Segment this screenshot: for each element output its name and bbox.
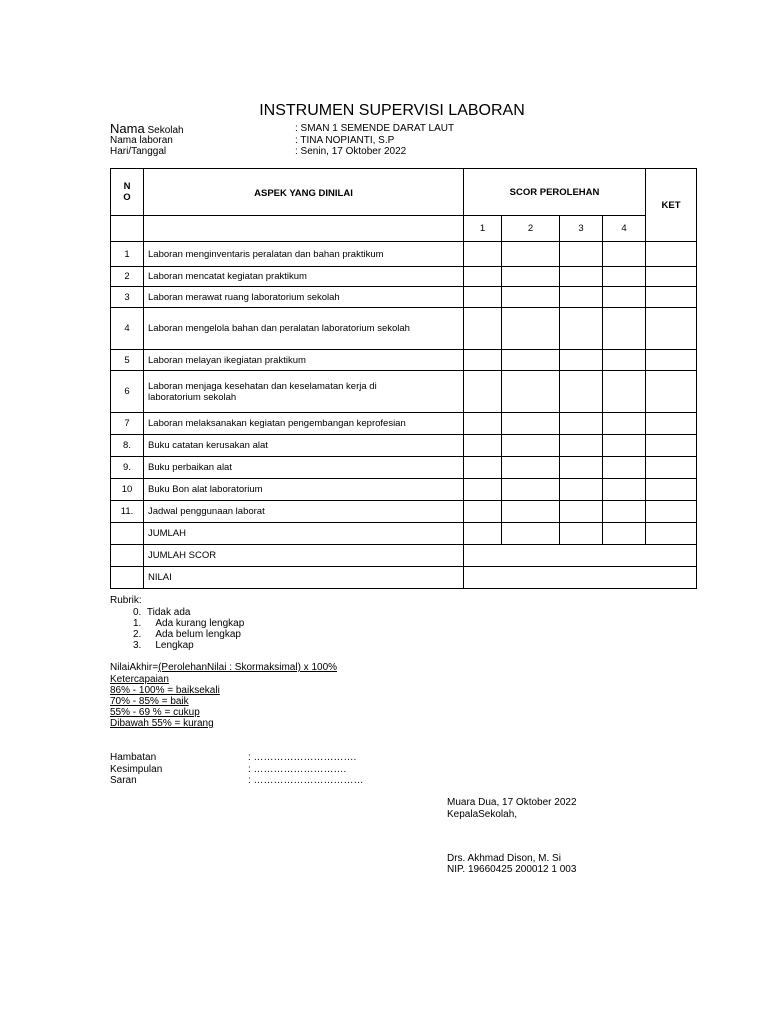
score-cell: [464, 435, 502, 457]
score-col-2: 2: [502, 216, 560, 242]
score-cell: [464, 457, 502, 479]
score-col-4: 4: [603, 216, 646, 242]
score-cell: [560, 435, 603, 457]
row-aspek: Jadwal penggunaan laborat: [144, 501, 464, 523]
rubrik-num: 1.: [133, 618, 142, 629]
row-no: 3: [111, 287, 144, 308]
score-cell: [603, 413, 646, 435]
info-school-label-small: Sekolah: [144, 125, 184, 136]
nilai-akhir-formula: [110, 662, 337, 673]
score-cell: [603, 267, 646, 287]
row-no: 4: [111, 308, 144, 350]
header-no: [111, 169, 144, 216]
ketercapaian-label: Ketercapaian: [110, 674, 169, 685]
row-aspek: Laboran menginventaris peralatan dan bahan praktikum: [144, 242, 464, 267]
row-aspek: Laboran merawat ruang laboratorium sekolah: [144, 287, 464, 308]
score-cell: [464, 287, 502, 308]
saran-label: Saran: [110, 775, 137, 786]
nilai-row: [111, 567, 697, 589]
header-no-line2: O: [123, 192, 131, 203]
header-skor: SCOR PEROLEHAN: [464, 169, 646, 216]
score-cell: [603, 371, 646, 413]
score-cell: [603, 435, 646, 457]
score-cell: [464, 413, 502, 435]
score-cell: [560, 267, 603, 287]
nilai-no: [111, 567, 144, 589]
score-cell: [464, 371, 502, 413]
score-cell: [560, 501, 603, 523]
ket-cell: [646, 435, 697, 457]
score-cell: [560, 287, 603, 308]
score-cell: [502, 287, 560, 308]
score-cell: [560, 308, 603, 350]
subheader-aspek: [144, 216, 464, 242]
info-school-label: [110, 121, 184, 136]
header-no-line1: N: [123, 181, 131, 192]
score-cell: [603, 350, 646, 371]
rubrik-num: 3.: [133, 640, 142, 651]
hambatan-label: Hambatan: [110, 752, 157, 763]
table-row: [111, 350, 697, 371]
score-cell: [464, 267, 502, 287]
row-aspek-line2: laboratorium sekolah: [148, 391, 237, 403]
rubrik-text: Lengkap: [155, 640, 194, 651]
row-aspek: Laboran mencatat kegiatan praktikum: [144, 267, 464, 287]
score-col-3: 3: [560, 216, 603, 242]
ket-cell: [646, 523, 697, 545]
rubrik-text: Ada belum lengkap: [155, 629, 241, 640]
row-aspek-line1: Laboran menjaga kesehatan dan keselamatan kerja di: [148, 380, 377, 392]
jumlah-label: JUMLAH: [144, 523, 464, 545]
score-cell: [603, 308, 646, 350]
score-cell: [560, 371, 603, 413]
rubrik-num: 0.: [133, 607, 142, 618]
nilai-akhir-expr: (PerolehanNilai : Skormaksimal) x 100%: [158, 662, 338, 673]
score-col-1: 1: [464, 216, 502, 242]
table-row: [111, 287, 697, 308]
score-cell: [560, 479, 603, 501]
nilai-label: NILAI: [144, 567, 464, 589]
saran-value: : ……………………………: [248, 775, 364, 786]
row-no: 9.: [111, 457, 144, 479]
jumlah-scor-row: [111, 545, 697, 567]
signature-name: Drs. Akhmad Dison, M. Si: [447, 853, 561, 864]
info-date-value: : Senin, 17 Oktober 2022: [295, 146, 407, 157]
row-no: 2: [111, 267, 144, 287]
score-cell: [560, 350, 603, 371]
score-cell: [464, 479, 502, 501]
row-aspek: Laboran mengelola bahan dan peralatan laboratorium sekolah: [144, 308, 464, 350]
score-cell: [603, 523, 646, 545]
table-row: [111, 413, 697, 435]
ket-cell: [646, 267, 697, 287]
ket-cell: [646, 242, 697, 267]
score-cell: [464, 523, 502, 545]
ket-cell: [646, 308, 697, 350]
score-cell: [560, 523, 603, 545]
table-row: [111, 501, 697, 523]
header-ket: KET: [646, 169, 697, 242]
row-aspek: [144, 371, 464, 413]
info-laboran-label: Nama laboran: [110, 135, 173, 146]
rubrik-item-3: [133, 640, 194, 651]
row-aspek: Laboran melaksanakan kegiatan pengembangan keprofesian: [144, 413, 464, 435]
row-aspek: Laboran melayan ikegiatan praktikum: [144, 350, 464, 371]
jumlah-scor-value: [464, 545, 697, 567]
score-cell: [502, 350, 560, 371]
score-cell: [603, 287, 646, 308]
info-date-label: Hari/Tanggal: [110, 146, 167, 157]
score-cell: [603, 457, 646, 479]
info-school-value: : SMAN 1 SEMENDE DARAT LAUT: [295, 123, 455, 134]
rubrik-text: Tidak ada: [146, 607, 191, 618]
assessment-table: [110, 168, 697, 589]
table-row: [111, 371, 697, 413]
nilai-akhir-prefix: NilaiAkhir=: [110, 662, 159, 673]
ket-cell: [646, 371, 697, 413]
table-row: [111, 242, 697, 267]
hambatan-value: : ………………………….: [248, 752, 357, 763]
row-no: 1: [111, 242, 144, 267]
table-row: [111, 267, 697, 287]
score-cell: [502, 523, 560, 545]
score-cell: [464, 350, 502, 371]
row-no: 8.: [111, 435, 144, 457]
page-title: INSTRUMEN SUPERVISI LABORAN: [259, 102, 525, 119]
table-row: [111, 457, 697, 479]
ket-cell: [646, 350, 697, 371]
row-no: 7: [111, 413, 144, 435]
row-no: 5: [111, 350, 144, 371]
score-cell: [502, 413, 560, 435]
score-cell: [502, 479, 560, 501]
ketercapaian-line: Dibawah 55% = kurang: [110, 718, 214, 729]
rubrik-item-0: [133, 607, 190, 618]
score-cell: [502, 501, 560, 523]
score-cell: [560, 242, 603, 267]
kesimpulan-value: : ……………………….: [248, 764, 347, 775]
table-row: [111, 308, 697, 350]
score-cell: [502, 308, 560, 350]
row-no: 6: [111, 371, 144, 413]
info-school-label-big: Nama: [110, 121, 145, 136]
signature-place-date: Muara Dua, 17 Oktober 2022: [447, 797, 577, 808]
ketercapaian-line: 55% - 69 % = cukup: [110, 707, 200, 718]
table-row: [111, 479, 697, 501]
score-cell: [502, 267, 560, 287]
rubrik-item-2: [133, 629, 241, 640]
score-cell: [502, 435, 560, 457]
score-cell: [502, 457, 560, 479]
row-no: 11.: [111, 501, 144, 523]
rubrik-item-1: [133, 618, 244, 629]
subheader-no: [111, 216, 144, 242]
header-aspek: ASPEK YANG DINILAI: [144, 169, 464, 216]
score-cell: [502, 371, 560, 413]
table-header-row: [111, 169, 697, 216]
score-cell: [464, 242, 502, 267]
score-cell: [464, 501, 502, 523]
jumlah-no: [111, 523, 144, 545]
ket-cell: [646, 501, 697, 523]
jumlah-scor-label: JUMLAH SCOR: [144, 545, 464, 567]
score-cell: [502, 242, 560, 267]
row-aspek: Buku Bon alat laboratorium: [144, 479, 464, 501]
signature-nip: NIP. 19660425 200012 1 003: [447, 864, 577, 875]
table-row: [111, 435, 697, 457]
row-aspek: Buku perbaikan alat: [144, 457, 464, 479]
jumlah-scor-no: [111, 545, 144, 567]
rubrik-text: Ada kurang lengkap: [155, 618, 245, 629]
ket-cell: [646, 479, 697, 501]
score-cell: [464, 308, 502, 350]
score-cell: [603, 479, 646, 501]
info-laboran-value: : TINA NOPIANTI, S.P: [295, 135, 395, 146]
ketercapaian-line: 70% - 85% = baik: [110, 696, 189, 707]
score-cell: [560, 413, 603, 435]
table-subheader-row: [111, 216, 697, 242]
ket-cell: [646, 287, 697, 308]
score-cell: [560, 457, 603, 479]
score-cell: [603, 242, 646, 267]
rubrik-label: Rubrik:: [110, 595, 142, 606]
rubrik-num: 2.: [133, 629, 142, 640]
signature-role: KepalaSekolah,: [447, 809, 518, 820]
nilai-value: [464, 567, 697, 589]
ket-cell: [646, 457, 697, 479]
ketercapaian-line: 86% - 100% = baiksekali: [110, 685, 220, 696]
kesimpulan-label: Kesimpulan: [110, 764, 163, 775]
jumlah-row: [111, 523, 697, 545]
ket-cell: [646, 413, 697, 435]
row-no: 10: [111, 479, 144, 501]
row-aspek: Buku catatan kerusakan alat: [144, 435, 464, 457]
score-cell: [603, 501, 646, 523]
